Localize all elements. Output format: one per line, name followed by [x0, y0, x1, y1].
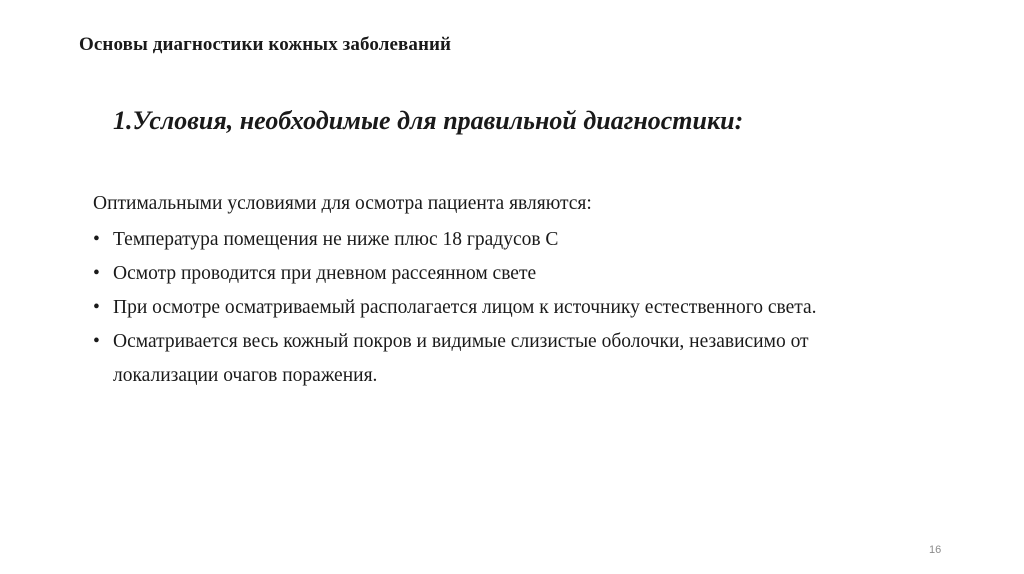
page-number: 16 [929, 544, 942, 556]
list-item [93, 223, 923, 257]
list-item-text: Осмотр проводится при дневном рассеянном свете [113, 263, 537, 284]
list-item [93, 325, 923, 393]
conditions-list [93, 223, 923, 393]
bullet-icon: • [93, 229, 100, 250]
slide-header-title: Основы диагностики кожных заболеваний [79, 34, 452, 55]
bullet-icon: • [93, 331, 100, 352]
list-item-text: Температура помещения не ниже плюс 18 градусов С [113, 229, 559, 250]
list-item-text: Осматривается весь кожный покров и видимые слизистые оболочки, независимо от локализации очагов поражения. [113, 331, 809, 386]
intro-text: Оптимальными условиями для осмотра пациента являются: [93, 193, 592, 214]
list-item-text: При осмотре осматриваемый располагается лицом к источнику естественного света. [113, 297, 817, 318]
bullet-icon: • [93, 297, 100, 318]
bullet-icon: • [93, 263, 100, 284]
list-item [93, 257, 923, 291]
section-heading: 1.Условия, необходимые для правильной диагностики: [113, 106, 744, 135]
list-item [93, 291, 923, 325]
